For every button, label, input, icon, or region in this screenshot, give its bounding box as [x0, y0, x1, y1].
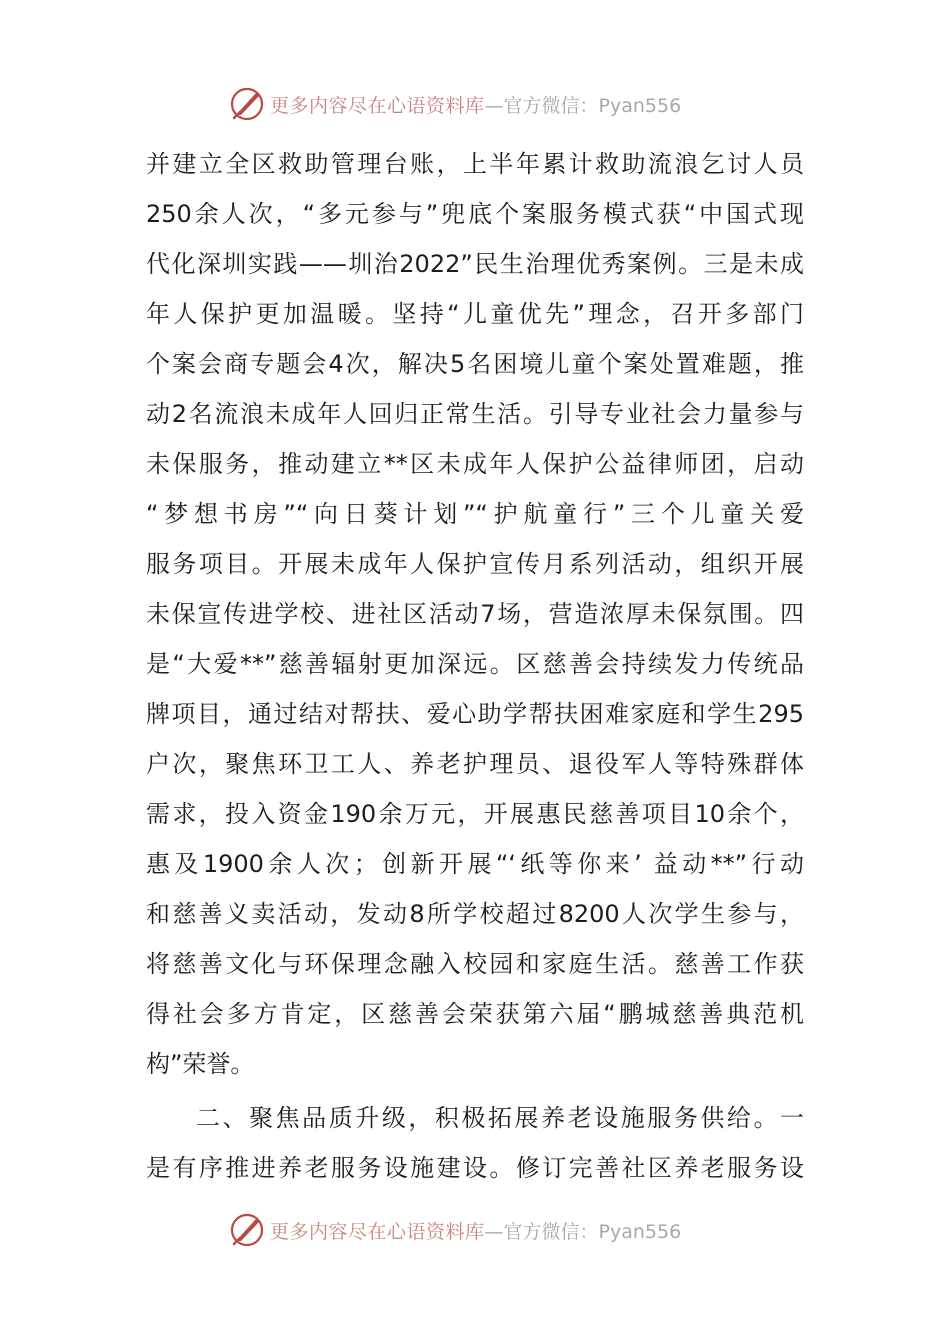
text-line: 代化深圳实践——圳治2022”民生治理优秀案例。三是未成	[146, 250, 804, 278]
text-line: 年人保护更加温暖。坚持“儿童优先”理念，召开多部门	[146, 300, 804, 328]
text-line: 是“大爱**”慈善辐射更加深远。区慈善会持续发力传统品	[146, 650, 804, 678]
text-line: 250余人次，“多元参与”兜底个案服务模式获“中国式现	[146, 200, 804, 228]
text-line: 并建立全区救助管理台账，上半年累计救助流浪乞讨人员	[146, 150, 804, 178]
text-line: 需求，投入资金190余万元，开展惠民慈善项目10余个，	[146, 800, 804, 828]
watermark-sub-text: —官方微信：Pyan556	[484, 1220, 682, 1243]
text-line: “梦想书房”“向日葵计划”“护航童行”三个儿童关爱	[146, 500, 804, 528]
text-line: 惠及1900余人次；创新开展“‘纸等你来’ 益动**”行动	[146, 850, 804, 878]
watermark-sub-text: —官方微信：Pyan556	[484, 94, 682, 117]
text-line: 将慈善文化与环保理念融入校园和家庭生活。慈善工作获	[146, 950, 804, 978]
text-line: 服务项目。开展未成年人保护宣传月系列活动，组织开展	[146, 550, 804, 578]
text-line: 动2名流浪未成年人回归正常生活。引导专业社会力量参与	[146, 400, 804, 428]
text-line: 和慈善义卖活动，发动8所学校超过8200人次学生参与，	[146, 900, 804, 928]
watermark-banner-top	[228, 82, 681, 126]
text-line: 未保宣传进学校、进社区活动7场，营造浓厚未保氛围。四	[146, 600, 804, 628]
text-line: 户次，聚焦环卫工人、养老护理员、退役军人等特殊群体	[146, 750, 804, 778]
paragraph-first-line: 二、聚焦品质升级，积极拓展养老设施服务供给。一	[196, 1104, 804, 1132]
text-line: 未保服务，推动建立**区未成年人保护公益律师团，启动	[146, 450, 804, 478]
watermark-main-text: 更多内容尽在心语资料库	[270, 1220, 485, 1243]
text-line: 得社会多方肯定，区慈善会荣获第六届“鹏城慈善典范机	[146, 1000, 804, 1028]
text-line: 牌项目，通过结对帮扶、爱心助学帮扶困难家庭和学生295	[146, 700, 804, 728]
watermark-main-text: 更多内容尽在心语资料库	[270, 94, 485, 117]
text-line: 构”荣誉。	[146, 1050, 255, 1078]
text-line: 是有序推进养老服务设施建设。修订完善社区养老服务设	[146, 1154, 804, 1182]
quill-pen-logo-icon	[228, 1211, 266, 1249]
watermark-banner-bottom	[228, 1208, 681, 1252]
text-line: 个案会商专题会4次，解决5名困境儿童个案处置难题，推	[146, 350, 804, 378]
quill-pen-logo-icon	[228, 85, 266, 123]
